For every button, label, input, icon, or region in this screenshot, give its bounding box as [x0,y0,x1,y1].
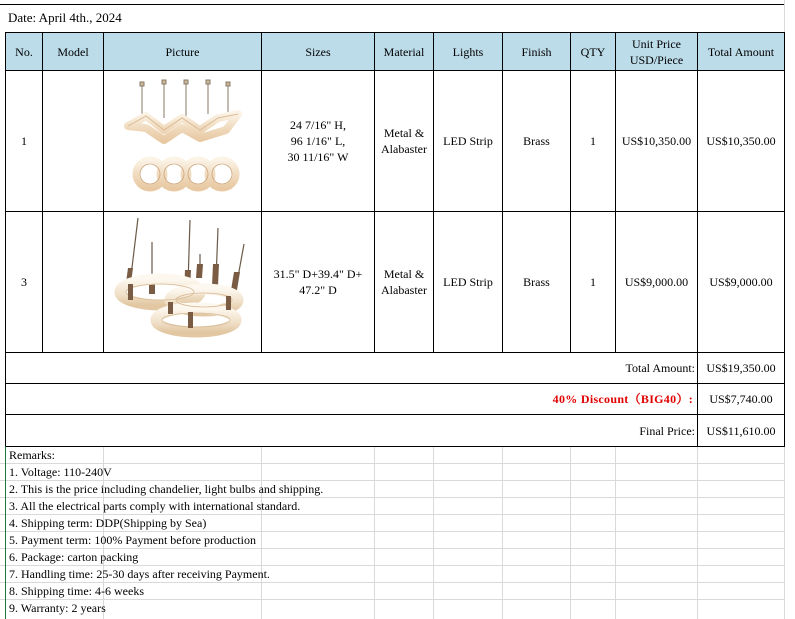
row1-material-line2: Alabaster [381,142,427,156]
remark-item: 6. Package: carton packing [9,550,139,564]
row2-picture [104,212,261,352]
discount-label: 40% Discount（BIG40）: [552,392,693,406]
row1-sizes-line3: 30 11/16" W [287,150,349,164]
remark-item: 8. Shipping time: 4-6 weeks [9,584,144,598]
tiered-ring-chandelier-image [108,214,258,350]
row2-no: 3 [21,275,27,289]
row2-material-line1: Metal & [383,267,425,281]
remarks-title: Remarks: [9,448,55,462]
header-material: Material [383,44,425,59]
remark-item: 4. Shipping term: DDP(Shipping by Sea) [9,516,207,530]
header-picture: Picture [165,44,200,59]
row2-material [375,212,433,352]
discount-value: US$7,740.00 [709,392,773,406]
header-unit-price [616,33,697,70]
ring-chandelier-image [108,74,258,208]
row1-sizes-line2: 96 1/16" L, [290,134,346,148]
row1-qty: 1 [590,134,596,148]
remark-item: 7. Handling time: 25-30 days after receiving Payment. [9,567,270,581]
top-border [0,4,784,5]
header-finish: Finish [521,44,552,59]
header-model: Model [57,44,89,59]
remark-item: 9. Warranty: 2 years [9,601,106,615]
row1-sizes-line1: 24 7/16" H, [290,118,346,132]
final-price-label: Final Price: [639,423,695,438]
row1-material [375,71,433,211]
remark-item: 5. Payment term: 100% Payment before production [9,533,256,547]
row1-lights: LED Strip [443,134,493,148]
row1-material-line1: Metal & [383,126,425,140]
row2-lights: LED Strip [443,275,493,289]
row1-finish: Brass [523,134,550,148]
row2-sizes-line2: 47.2" D [299,283,337,297]
row1-picture [104,71,261,211]
row1-unit-price: US$10,350.00 [621,134,692,148]
row2-unit-price: US$9,000.00 [624,275,689,289]
total-amount-label: Total Amount: [625,361,695,375]
row2-model [43,212,103,352]
row2-material-line2: Alabaster [381,283,427,297]
row1-sizes [262,71,374,211]
header-unit-price-line2: USD/Piece [629,52,684,67]
final-price-value: US$11,610.00 [706,423,776,438]
header-unit-price-line1: Unit Price [632,36,681,51]
remarks-section [5,446,784,619]
header-no: No. [15,44,33,59]
remark-item: 3. All the electrical parts comply with international standard. [9,499,301,513]
remark-item: 2. This is the price including chandelier, light bulbs and shipping. [9,482,324,496]
header-sizes: Sizes [305,44,331,59]
date-label: Date: April 4th., 2024 [8,10,122,25]
remark-item: 1. Voltage: 110-240V [9,465,112,479]
header-total-amount: Total Amount [707,44,775,59]
row2-sizes-line1: 31.5" D+39.4" D+ [273,267,363,281]
total-amount-value: US$19,350.00 [706,361,776,375]
row2-qty: 1 [590,275,596,289]
row2-total: US$9,000.00 [709,275,773,289]
row1-no: 1 [21,134,27,148]
row1-model [43,71,103,211]
row2-sizes [262,212,374,352]
header-qty: QTY [580,44,606,59]
row2-finish: Brass [523,275,550,289]
row1-total: US$10,350.00 [706,134,776,148]
header-lights: Lights [452,44,484,59]
